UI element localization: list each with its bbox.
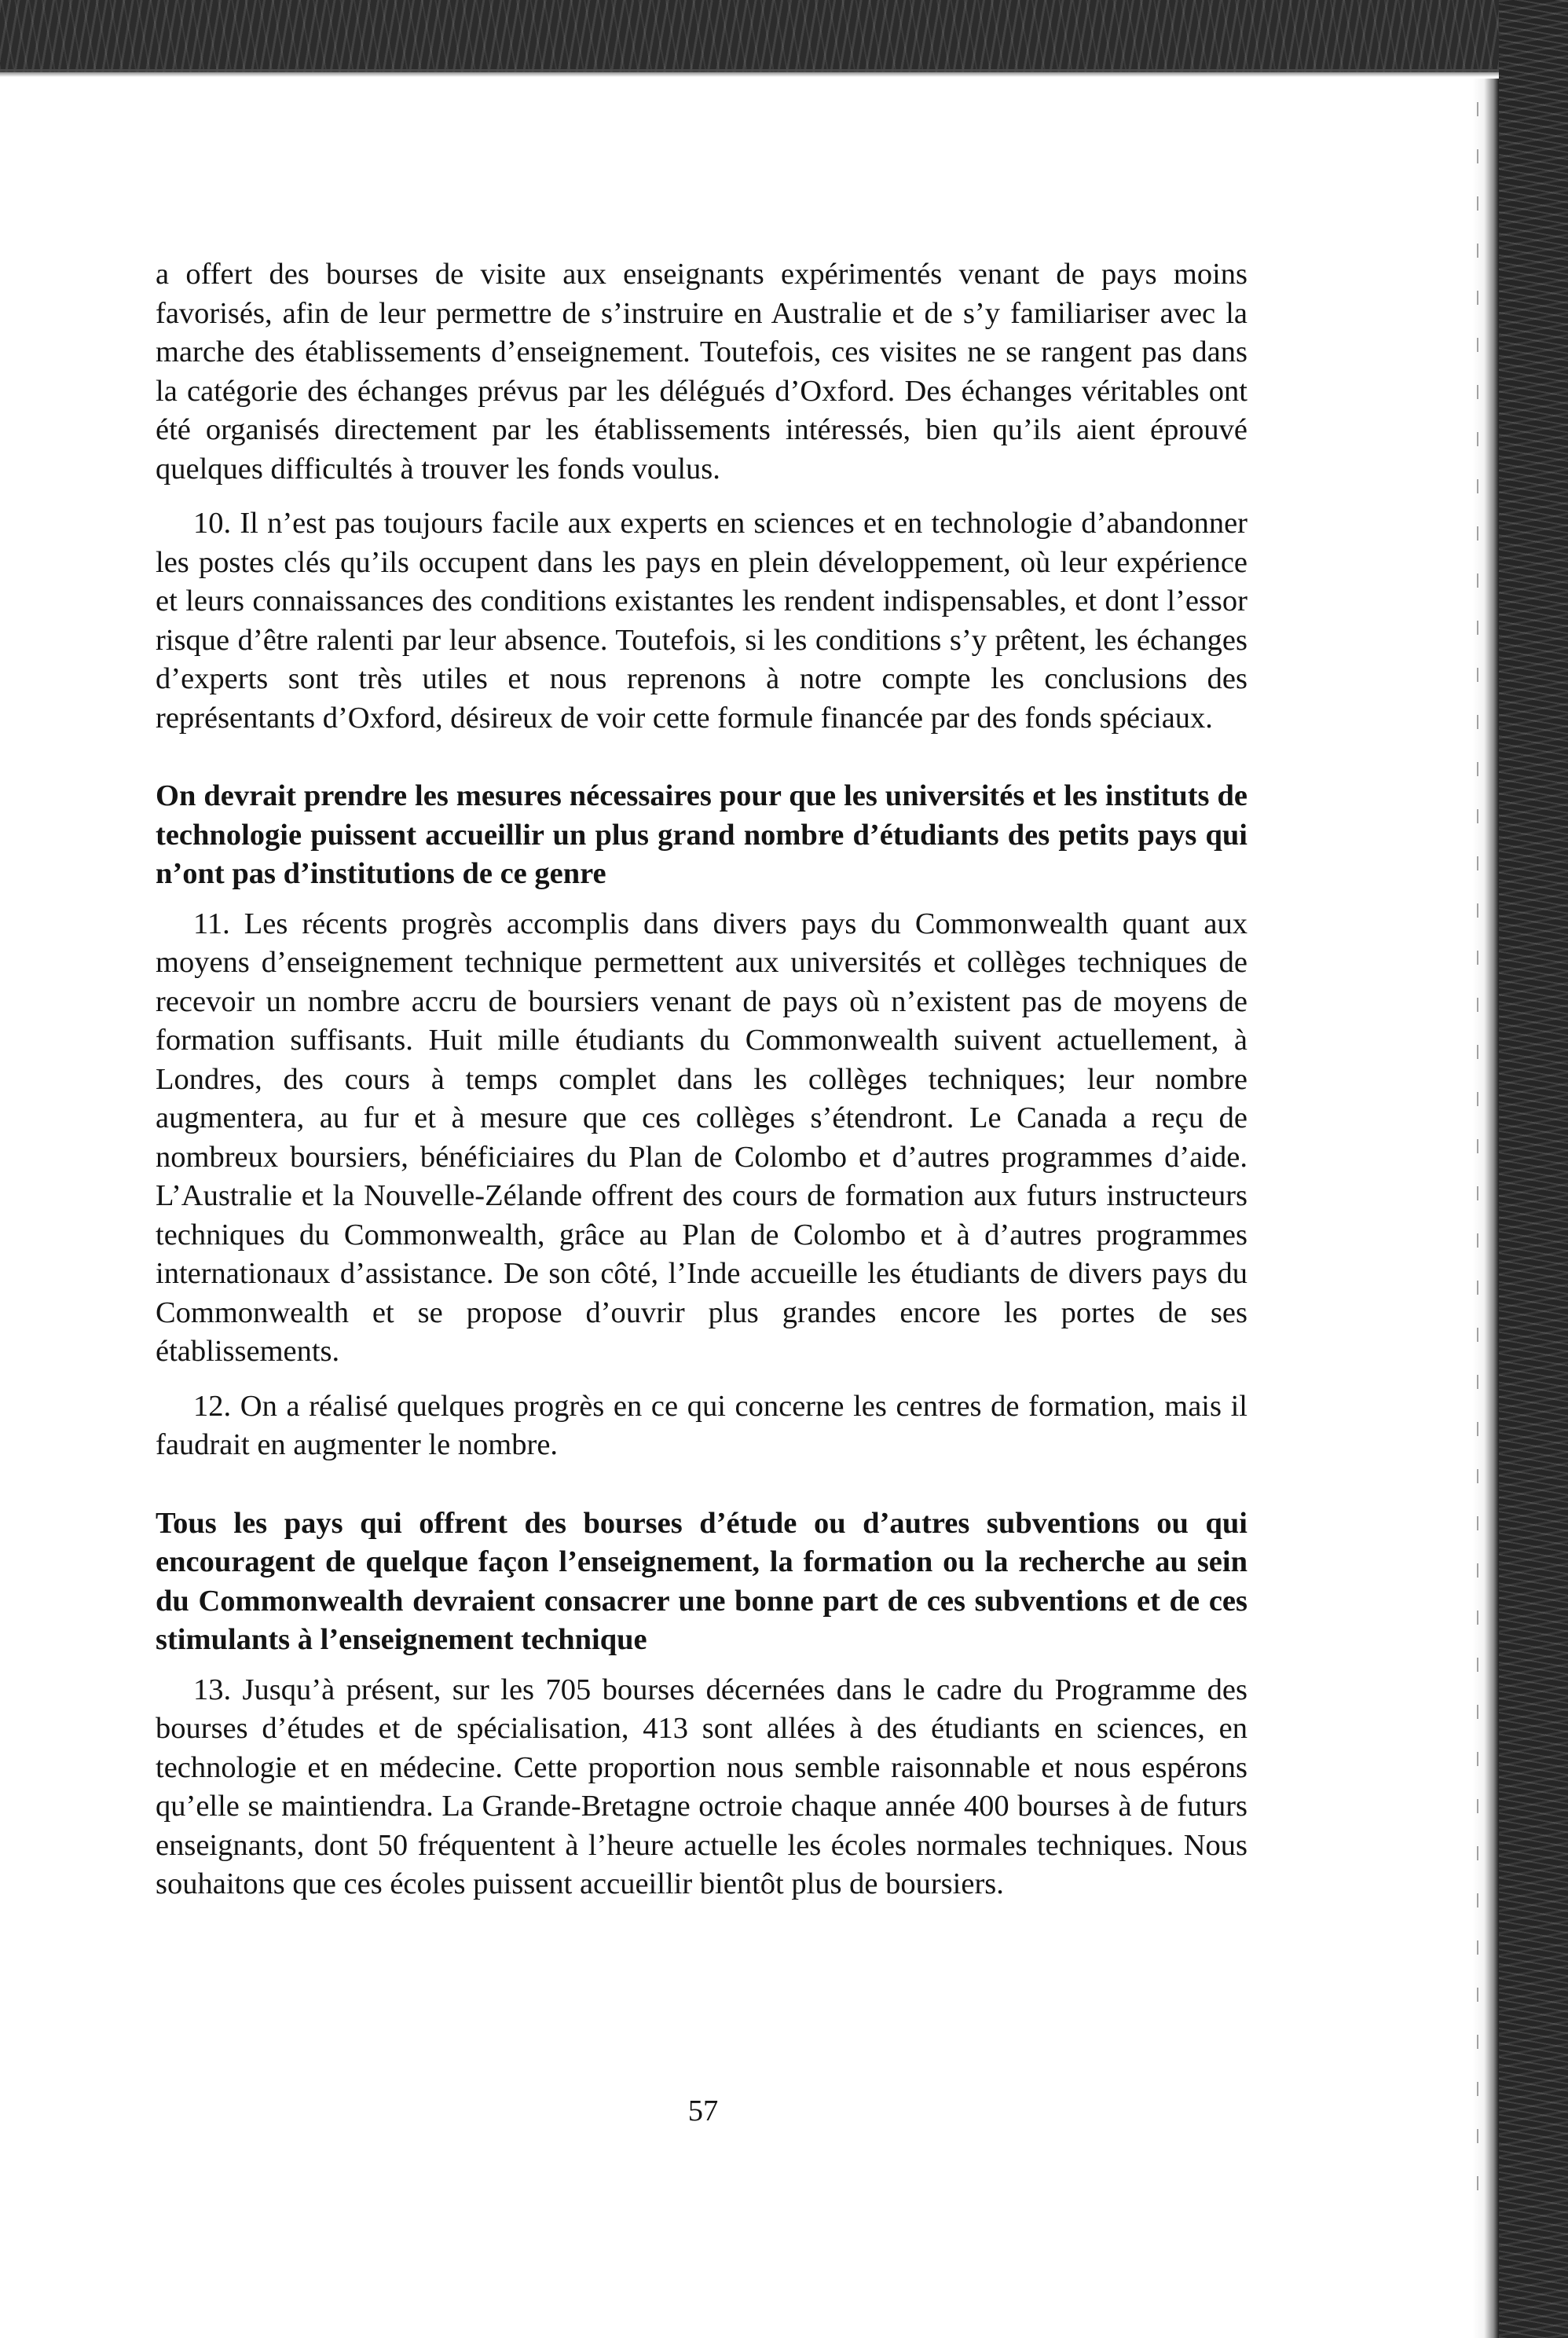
page-number: 57: [687, 2094, 719, 2127]
page-curl-shadow: [1472, 79, 1499, 2338]
paragraph-11: 11. Les récents progrès accomplis dans divers pays du Commonwealth quant aux moyens d’enseignement technique permettent aux universités et collèges techniques de recevoir un nombre accru de boursiers venant de pays où n’existent pas de moyens de formation suffisants. Huit mille étudiants du Commonwealth suivent actuellement, à Londres, des cours à temps complet dans les collèges techniques; leur nombre augmentera, au fur et à mesure que ces collèges s’étendront. Le Canada a reçu de nombreux boursiers, bénéficiaires du Plan de Colombo et d’autres programmes d’aide. L’Australie et la Nouvelle-Zélande offrent des cours de formation aux futurs instructeurs techniques du Commonwealth, grâce au Plan de Colombo et à d’autres programmes internationaux d’assistance. De son côté, l’Inde accueille les étudiants de divers pays du Commonwealth et se propose d’ouvrir plus grandes encore les portes de ses établissements.: [156, 907, 1247, 1368]
paragraph-12: 12. On a réalisé quelques progrès en ce qui concerne les centres de formation, mais il faudrait en augmenter le nombre.: [156, 1389, 1247, 1461]
paragraph-13: 13. Jusqu’à présent, sur les 705 bourses décernées dans le cadre du Programme des bourses d’études et de spécialisation, 413 sont allées à des étudiants en sciences, en technologie et en médecine. Cette proportion nous semble raisonnable et nous espérons qu’elle se maintiendra. La Grande-Bretagne octroie chaque année 400 bourses à de futurs enseignants, dont 50 fréquentent à l’heure actuelle les écoles normales techniques. Nous souhaitons que ces écoles puissent accueillir bientôt plus de boursiers.: [156, 1673, 1247, 1900]
section-heading-1: On devrait prendre les mesures nécessaires pour que les universités et les instituts de technologie puissent accueillir un plus grand nombre d’étudiants des petits pays qui n’ont pas d’institutions de ce genre: [156, 779, 1247, 890]
section-heading-2: Tous les pays qui offrent des bourses d’étude ou d’autres subventions ou qui encouragent de quelque façon l’enseignement, la formation ou la recherche au sein du Commonwealth devraient consacrer une bonne part de ces subventions et de ces stimulants à l’enseignement technique: [156, 1506, 1247, 1656]
scan-top-border: [0, 0, 1568, 72]
paragraph-continued: a offert des bourses de visite aux enseignants expérimentés venant de pays moins favorisés, afin de leur permettre de s’instruire en Australie et de s’y familiariser avec la marche des établissements d’enseignement. Toutefois, ces visites ne se rangent pas dans la catégorie des échanges prévus par les délégués d’Oxford. Des échanges véritables ont été organisés directement par les établissements intéressés, bien qu’ils aient éprouvé quelques difficultés à trouver les fonds voulus.: [156, 258, 1247, 486]
paragraph-10: 10. Il n’est pas toujours facile aux experts en sciences et en technologie d’abandonner les postes clés qu’ils occupent dans les pays en plein développement, où leur expérience et leurs connaissances des conditions existantes les rendent indispensables, et dont l’essor risque d’être ralenti par leur absence. Toutefois, si les conditions s’y prêtent, les échanges d’experts sont très utiles et nous reprenons à notre compte les conclusions des représentants d’Oxford, désireux de voir cette formule financée par des fonds spéciaux.: [156, 507, 1247, 735]
scan-binding-border: [1499, 0, 1568, 2338]
page-body: [156, 255, 1247, 1920]
